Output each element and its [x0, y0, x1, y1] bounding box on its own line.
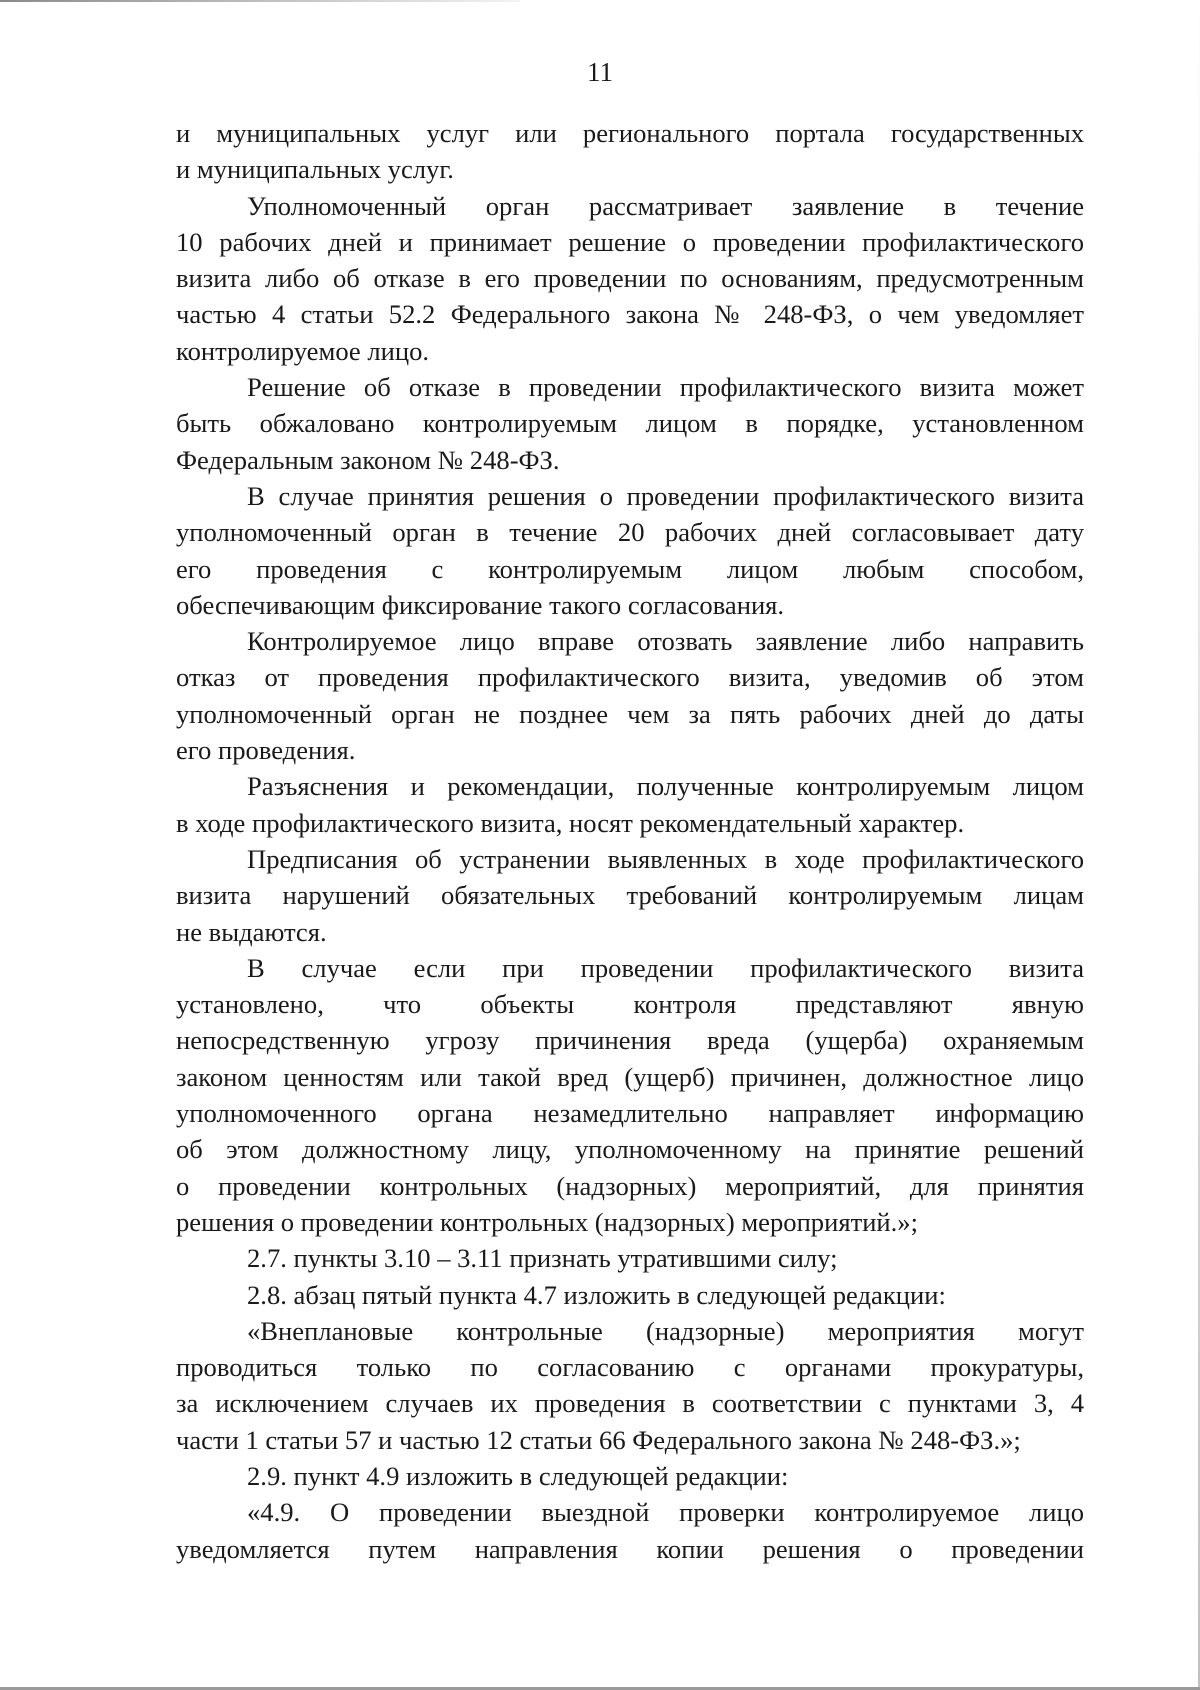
paragraph-item-2-9	[176, 1458, 1084, 1494]
paragraph-direct-threat	[176, 950, 1084, 1240]
text-line: визита либо об отказе в его проведении по основаниям, предусмотренным	[176, 263, 1084, 294]
text-line: проводиться только по согласованию с органами прокуратуры,	[176, 1352, 1084, 1383]
text-line: о проведении контрольных (надзорных) мероприятий, для принятия	[176, 1170, 1084, 1201]
text-line: контролируемое лицо.	[176, 335, 430, 366]
text-line: установлено, что объекты контроля представляют явную	[176, 989, 1084, 1020]
text-line: об этом должностному лицу, уполномоченному на принятие решений	[176, 1134, 1084, 1165]
text-line: его проведения с контролируемым лицом любым способом,	[176, 553, 1084, 584]
text-line: Разъяснения и рекомендации, полученные контролируемым лицом	[247, 771, 1084, 802]
paragraph-portal-continuation	[176, 115, 1084, 188]
text-line: «Внеплановые контрольные (надзорные) мероприятия могут	[247, 1315, 1084, 1346]
text-line: законом ценностям или такой вред (ущерб) причинен, должностное лицо	[176, 1061, 1084, 1092]
paragraph-item-2-8	[176, 1277, 1084, 1313]
text-line: за исключением случаев их проведения в соответствии с пунктами 3, 4	[176, 1388, 1084, 1419]
text-line: «4.9. О проведении выездной проверки контролируемое лицо	[247, 1497, 1084, 1528]
paragraph-unscheduled-measures	[176, 1313, 1084, 1458]
text-line: части 1 статьи 57 и частью 12 статьи 66 Федерального закона № 248-ФЗ.»;	[176, 1424, 1021, 1455]
text-line: 2.7. пункты 3.10 – 3.11 признать утратившими силу;	[247, 1243, 838, 1274]
paragraph-no-orders	[176, 841, 1084, 950]
text-line: 10 рабочих дней и принимает решение о проведении профилактического	[176, 226, 1084, 257]
text-line: 2.8. абзац пятый пункта 4.7 изложить в следующей редакции:	[247, 1279, 946, 1310]
text-line: визита нарушений обязательных требований контролируемым лицам	[176, 880, 1084, 911]
text-line: 2.9. пункт 4.9 изложить в следующей редакции:	[247, 1460, 789, 1491]
text-line: В случае принятия решения о проведении профилактического визита	[247, 480, 1084, 511]
text-line: уполномоченный орган не позднее чем за пять рабочих дней до даты	[176, 698, 1084, 729]
text-line: не выдаются.	[176, 916, 327, 947]
paragraph-application-review	[176, 188, 1084, 369]
text-line: уполномоченный орган в течение 20 рабочих дней согласовывает дату	[176, 517, 1084, 548]
text-line: Уполномоченный орган рассматривает заявление в течение	[247, 190, 1084, 221]
paragraph-item-2-7	[176, 1240, 1084, 1276]
text-line: обеспечивающим фиксирование такого согласования.	[176, 589, 785, 620]
paragraph-refusal-appeal	[176, 369, 1084, 478]
text-line: в ходе профилактического визита, носят рекомендательный характер.	[176, 807, 965, 838]
paragraph-withdrawal	[176, 623, 1084, 768]
text-line: В случае если при проведении профилактического визита	[247, 952, 1084, 983]
paragraph-recommendations	[176, 768, 1084, 841]
text-line: уполномоченного органа незамедлительно направляет информацию	[176, 1098, 1084, 1129]
text-line: решения о проведении контрольных (надзорных) мероприятий.»;	[176, 1206, 918, 1237]
page-number: 11	[587, 57, 613, 87]
text-line: его проведения.	[176, 735, 356, 766]
scan-edge-top	[0, 0, 520, 2]
text-line: быть обжаловано контролируемым лицом в порядке, установленном	[176, 408, 1084, 439]
paragraph-item-4-9	[176, 1494, 1084, 1567]
text-line: и муниципальных услуг.	[176, 154, 454, 185]
paragraph-visit-date-agreement	[176, 478, 1084, 623]
text-line: Предписания об устранении выявленных в ходе профилактического	[247, 843, 1084, 874]
text-line: уведомляется путем направления копии решения о проведении	[176, 1533, 1084, 1564]
text-line: Контролируемое лицо вправе отозвать заявление либо направить	[247, 626, 1084, 657]
document-body	[176, 115, 1084, 1567]
text-line: непосредственную угрозу причинения вреда (ущерба) охраняемым	[176, 1025, 1084, 1056]
text-line: частью 4 статьи 52.2 Федерального закона № 248-ФЗ, о чем уведомляет	[176, 299, 1084, 330]
text-line: Федеральным законом № 248-ФЗ.	[176, 444, 560, 475]
text-line: отказ от проведения профилактического визита, уведомив об этом	[176, 662, 1084, 693]
text-line: Решение об отказе в проведении профилактического визита может	[247, 372, 1084, 403]
text-line: и муниципальных услуг или регионального портала государственных	[176, 118, 1084, 148]
